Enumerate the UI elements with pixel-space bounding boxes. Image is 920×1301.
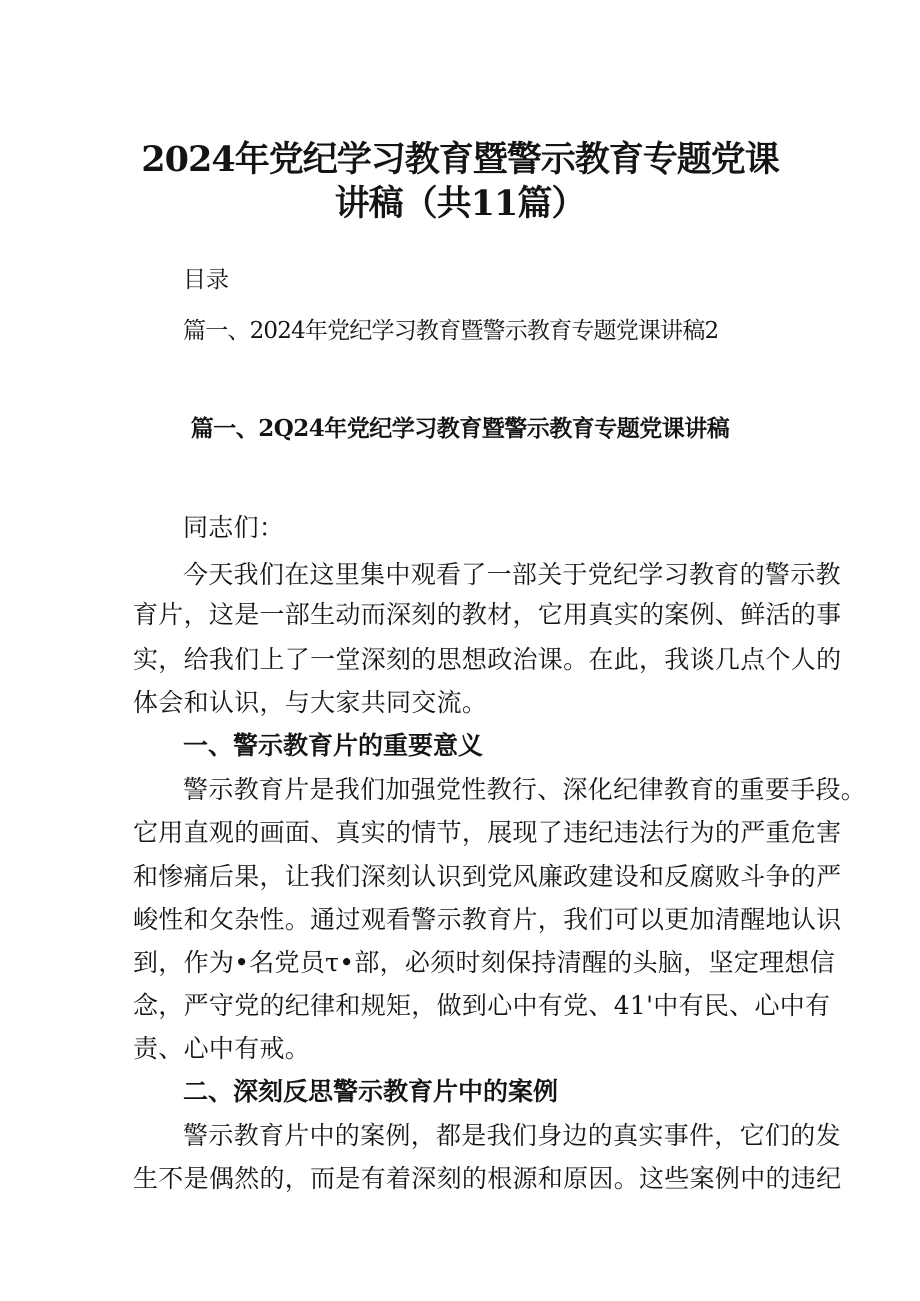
paragraph-line: 警示教育片是我们加强党性教行、深化纪律教育的重要手段。 (183, 775, 867, 804)
toc-heading: 目录 (183, 267, 229, 293)
paragraph-line: 育片，这是一部生动而深刻的教材，它用真实的案例、鲜活的事 (133, 600, 842, 629)
paragraph-line: 生不是偶然的，而是有着深刻的根源和原因。这些案例中的违纪 (133, 1164, 842, 1193)
paragraph-line: 峻性和攵杂性。通过观看警示教育片，我们可以更加清醒地认识 (133, 905, 842, 934)
document-title-line-2: 讲稿（共11篇） (334, 183, 586, 224)
section-title: 篇一、2Q24年党纪学习教育暨警示教育专题党课讲稿 (190, 415, 730, 442)
paragraph-line: 和惨痛后果，让我们深刻认识到党风廉政建设和反腐败斗争的严 (133, 862, 842, 891)
greeting: 同志们： (183, 513, 285, 542)
paragraph-line: 实，给我们上了一堂深刻的思想政治课。在此，我谈几点个人的 (133, 645, 842, 674)
paragraph-line: 念，严守党的纪律和规矩，做到心中有党、41'中有民、心中有 (133, 991, 831, 1020)
section-heading-2: 二、深刻反思警示教育片中的案例 (183, 1077, 559, 1106)
document-title-line-1: 2024年党纪学习教育暨警示教育专题党课 (141, 139, 779, 180)
toc-entry-1[interactable]: 篇一、2024年党纪学习教育暨警示教育专题党课讲稿2 (183, 318, 719, 344)
section-heading-1: 一、警示教育片的重要意义 (183, 731, 484, 760)
paragraph-line: 体会和认识，与大家共同交流。 (133, 688, 488, 717)
paragraph-line: 它用直观的画面、真实的情节，展现了违纪违法行为的严重危害 (133, 818, 842, 847)
paragraph-line: 责、心中有戒。 (133, 1034, 311, 1063)
paragraph-line: 警示教育片中的案例，都是我们身边的真实事件，它们的发 (183, 1121, 841, 1150)
paragraph-line: 到，作为•名党员τ•部，必须时刻保持清醒的头脑，坚定理想信 (133, 948, 836, 977)
paragraph-line: 今天我们在这里集中观看了一部关于党纪学习教育的警示教 (183, 560, 841, 589)
